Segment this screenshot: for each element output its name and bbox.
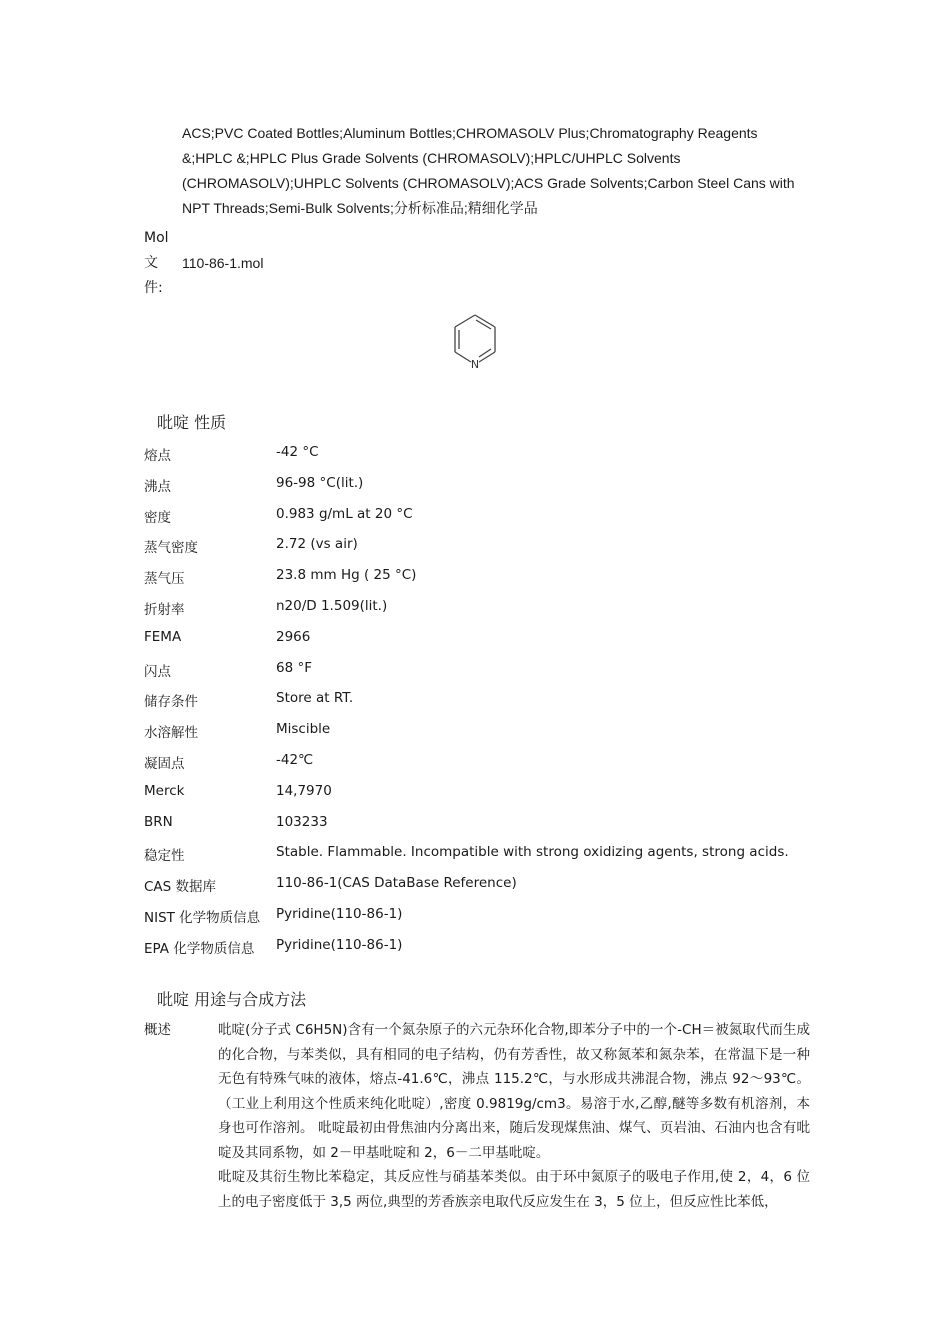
- property-value: Miscible: [276, 721, 331, 738]
- overview-paragraph: 吡啶(分子式 C6H5N)含有一个氮杂原子的六元杂环化合物,即苯分子中的一个-CH＝被氮取代而生成的化合物，与苯类似，具有相同的电子结构，仍有芳香性，故又称氮苯和氮杂苯，在常温下是一种无色有特殊气味的液体，熔点-41.6℃，沸点 115.2℃，与水形成共沸混合物，沸点 92～93℃。（工业上利用这个性质来纯化吡啶）,密度 0.9819g/cm3。易溶于水,乙醇,醚等多数有机溶剂，本身也可作溶剂。 吡啶最初由骨焦油内分离出来，随后发现煤焦油、煤气、页岩油、石油内也含有吡啶及其同系物，如 2－甲基吡啶和 2，6－二甲基吡啶。: [218, 1022, 810, 1161]
- property-row: [144, 838, 844, 869]
- property-key: 熔点: [144, 448, 171, 464]
- overview-text: [218, 1018, 810, 1214]
- property-key: 水溶解性: [144, 725, 198, 742]
- property-key: 蒸气密度: [144, 540, 198, 557]
- nitrogen-atom-label: N: [470, 358, 480, 371]
- property-key: 储存条件: [144, 694, 198, 711]
- property-row: [144, 561, 844, 592]
- property-key: 蒸气压: [144, 571, 185, 588]
- property-value: 68 °F: [276, 659, 312, 676]
- property-value: Stable. Flammable. Incompatible with strong oxidizing agents, strong acids.: [276, 844, 789, 861]
- properties-table: [144, 438, 844, 962]
- property-row: [144, 530, 844, 561]
- property-key: CAS 数据库: [144, 879, 217, 896]
- property-key: FEMA: [144, 628, 182, 645]
- property-key: NIST 化学物质信息: [144, 909, 261, 926]
- overview-label: 概述: [144, 1022, 171, 1038]
- property-value: 0.983 g/mL at 20 °C: [276, 505, 413, 522]
- property-value: 96-98 °C(lit.): [276, 474, 364, 491]
- property-key: 沸点: [144, 478, 171, 495]
- property-row: [144, 900, 844, 931]
- mol-file-label: Mol文件:: [144, 230, 169, 296]
- property-key: EPA 化学物质信息: [144, 940, 255, 957]
- property-key: 稳定性: [144, 848, 185, 865]
- property-row: [144, 500, 844, 531]
- property-value: 2966: [276, 628, 311, 645]
- property-row: [144, 931, 844, 962]
- property-value-link[interactable]: Pyridine(110-86-1): [276, 905, 403, 922]
- property-value: 103233: [276, 813, 328, 830]
- property-value-link[interactable]: 110-86-1(CAS DataBase Reference): [276, 875, 517, 892]
- property-row: [144, 869, 844, 900]
- uses-section-title: 吡啶 用途与合成方法: [157, 990, 307, 1009]
- property-value: -42 °C: [276, 444, 319, 460]
- property-value: 23.8 mm Hg ( 25 °C): [276, 567, 417, 584]
- property-row: [144, 808, 844, 839]
- property-value: -42℃: [276, 751, 314, 768]
- property-value: 2.72 (vs air): [276, 536, 358, 553]
- property-row: [144, 777, 844, 808]
- property-row: [144, 715, 844, 746]
- product-categories: ACS;PVC Coated Bottles;Aluminum Bottles;CHROMASOLV Plus;Chromatography Reagents &;HPLC &;HPLC Plus Grade Solvents (CHROMASOLV);HPLC/UHPLC Solvents (CHROMASOLV);UHPLC Solvents (CHROMASOLV);ACS Grade Solvents;Carbon Steel Cans with NPT Threads;Semi-Bulk Solvents;分析标准品;精细化学品: [182, 125, 795, 216]
- overview-paragraph: 吡啶及其衍生物比苯稳定，其反应性与硝基苯类似。由于环中氮原子的吸电子作用,使 2，4，6 位上的电子密度低于 3,5 两位,典型的芳香族亲电取代反应发生在 3，5 位上，但反应性比苯低，: [218, 1169, 810, 1210]
- property-row: [144, 469, 844, 500]
- property-key: BRN: [144, 813, 173, 830]
- property-value: 14,7970: [276, 782, 332, 799]
- property-key: 凝固点: [144, 755, 185, 772]
- property-row: [144, 684, 844, 715]
- property-row: [144, 438, 844, 469]
- property-key: Merck: [144, 782, 185, 799]
- property-key: 密度: [144, 509, 171, 526]
- property-key: 闪点: [144, 663, 171, 680]
- mol-file-link[interactable]: 110-86-1.mol: [182, 255, 264, 271]
- property-value: Store at RT.: [276, 690, 354, 707]
- property-row: [144, 623, 844, 654]
- pyridine-structure-image: [448, 310, 502, 374]
- property-row: [144, 746, 844, 777]
- properties-section-title: 吡啶 性质: [157, 413, 227, 432]
- property-row: [144, 654, 844, 685]
- property-key: 折射率: [144, 601, 185, 618]
- property-value: n20/D 1.509(lit.): [276, 597, 388, 614]
- property-row: [144, 592, 844, 623]
- property-value-link[interactable]: Pyridine(110-86-1): [276, 936, 403, 953]
